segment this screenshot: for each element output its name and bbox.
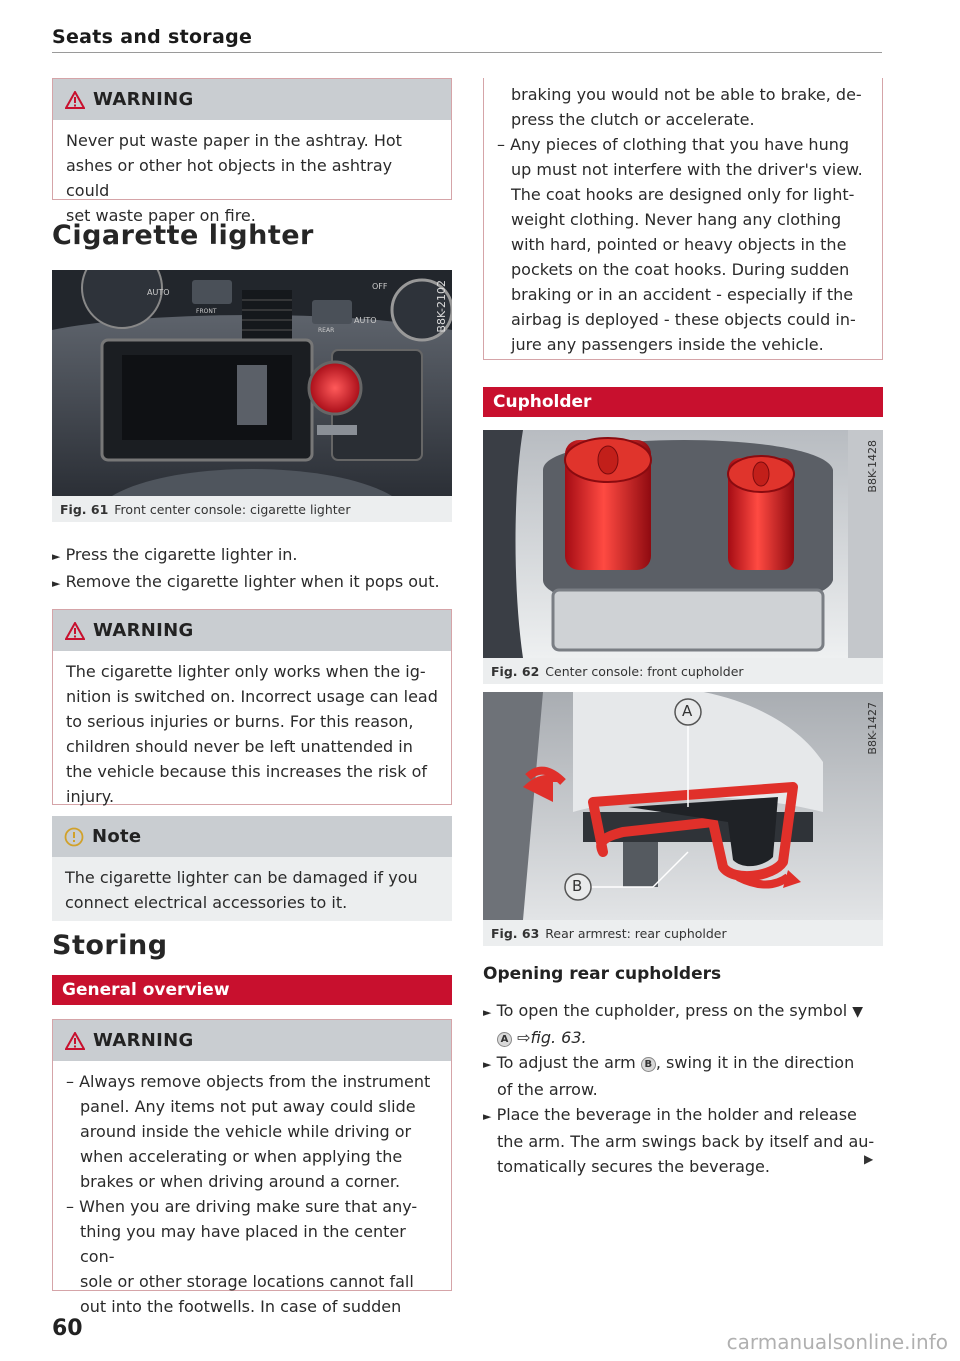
text-line: connect electrical accessories to it. (65, 893, 348, 912)
text-line: out into the footwells. In case of sudden (80, 1297, 402, 1316)
figure-63-caption (483, 920, 883, 946)
section-header: Seats and storage (52, 26, 253, 48)
cupholder-steps (483, 998, 883, 1179)
text-line: nition is switched on. Incorrect usage can lead (66, 687, 438, 706)
text-line: press the clutch or accelerate. (511, 110, 755, 129)
text-line: set waste paper on fire. (66, 206, 256, 225)
warning-body (53, 120, 451, 234)
figure-61-caption (52, 496, 452, 522)
figure-caption-text: Center console: front cupholder (545, 663, 744, 679)
warning-body (53, 651, 451, 815)
callout-b-icon: B (641, 1057, 656, 1072)
text-line: – When you are driving make sure that any- (66, 1197, 418, 1216)
storing-heading: Storing (52, 930, 168, 961)
text-line: when accelerating or when applying the (80, 1147, 403, 1166)
text-line: sole or other storage locations cannot fall (80, 1272, 414, 1291)
step-item: ► Place the beverage in the holder and release (483, 1105, 857, 1124)
text-line: pockets on the coat hooks. During sudden (511, 260, 850, 279)
figure-62-image (483, 430, 883, 658)
text-line: jure any passengers inside the vehicle. (511, 335, 824, 354)
text-line: Never put waste paper in the ashtray. Hot (66, 131, 402, 150)
step-item: ► To adjust the arm B , swing it in the direction (483, 1053, 855, 1072)
text-line: to serious injuries or burns. For this reason, (66, 712, 414, 731)
figure-label: Fig. 63 (491, 925, 540, 941)
text-line: around inside the vehicle while driving or (80, 1122, 412, 1141)
warning-box-ashtray (52, 78, 452, 225)
figure-62-caption (483, 658, 883, 684)
text-line: weight clothing. Never hang any clothing (511, 210, 842, 229)
panel-label-auto-right: AUTO (354, 316, 377, 325)
warning-box-continued (483, 78, 883, 360)
warning-triangle-icon (65, 91, 85, 109)
step-item-cont: the arm. The arm swings back by itself and au- (497, 1132, 875, 1151)
text-line: with hard, pointed or heavy objects in the (511, 235, 847, 254)
cigarette-steps (52, 542, 452, 596)
step-item-cont: tomatically secures the beverage. (497, 1157, 770, 1176)
warning-title: WARNING (93, 1030, 194, 1051)
text-line: panel. Any items not put away could slide (80, 1097, 416, 1116)
warning-header (53, 610, 451, 651)
warning-list-item (66, 1194, 439, 1319)
figure-label: Fig. 61 (60, 501, 109, 517)
figure-code: B8K-1427 (866, 702, 879, 755)
text-line: children should never be left unattended in (66, 737, 413, 756)
header-rule (52, 52, 882, 53)
callout-b: B (572, 877, 583, 895)
step-item: ► To open the cupholder, press on the symbol ▼ (483, 1001, 864, 1020)
warning-header (53, 1020, 451, 1061)
cup-symbol-icon: ▼ (852, 1004, 864, 1020)
continue-arrow-icon: ▶ (864, 1152, 874, 1166)
opening-rear-cupholders-heading: Opening rear cupholders (483, 964, 722, 984)
text-line: brakes or when driving around a corner. (80, 1172, 401, 1191)
note-body (52, 857, 452, 921)
front-cupholder-illustration (483, 430, 883, 658)
figure-reference-link[interactable]: fig. 63. (530, 1028, 587, 1047)
rear-cupholder-illustration (483, 692, 883, 920)
step-item-cont (483, 1025, 883, 1050)
warning-header (53, 79, 451, 120)
figure-61-image (52, 270, 452, 496)
step-item-cont: of the arrow. (497, 1080, 598, 1099)
figure-caption-text: Rear armrest: rear cupholder (545, 925, 727, 941)
watermark: carmanualsonline.info (726, 1330, 948, 1354)
warning-body (53, 1061, 451, 1325)
note-box (52, 816, 452, 912)
warning-title: WARNING (93, 89, 194, 110)
text-line: injury. (66, 787, 115, 806)
text-line: up must not interfere with the driver's view. (511, 160, 863, 179)
general-overview-bar: General overview (52, 975, 452, 1005)
text-line: – Any pieces of clothing that you have hung (497, 135, 850, 154)
figure-label: Fig. 62 (491, 663, 540, 679)
panel-label-front: FRONT (196, 308, 217, 315)
text-line: ashes or other hot objects in the ashtray could (66, 156, 393, 200)
text-line: The coat hooks are designed only for light- (511, 185, 855, 204)
warning-list-item (66, 1069, 439, 1194)
warning-box-storing (52, 1019, 452, 1316)
text-line: airbag is deployed - these objects could in- (511, 310, 856, 329)
panel-label-auto-left: AUTO (147, 288, 170, 297)
cupholder-bar: Cupholder (483, 387, 883, 417)
page-number: 60 (52, 1316, 83, 1341)
note-header (52, 816, 452, 857)
figure-code: B8K-1428 (866, 440, 879, 493)
callout-a-icon: A (497, 1032, 512, 1047)
text-line: The cigarette lighter can be damaged if you (65, 868, 418, 887)
warning-title: WARNING (93, 620, 194, 641)
text-line: The cigarette lighter only works when the ig- (66, 662, 426, 681)
arrow-ref-icon: ⇨ (517, 1028, 531, 1047)
cigarette-lighter-heading: Cigarette lighter (52, 220, 314, 251)
text-line: braking you would not be able to brake, de- (511, 85, 862, 104)
note-info-icon (64, 827, 84, 847)
text-line: – Always remove objects from the instrument (66, 1072, 431, 1091)
warning-triangle-icon (65, 622, 85, 640)
text-line: thing you may have placed in the center con- (80, 1222, 406, 1266)
figure-code: B8K-2102 (435, 280, 448, 333)
note-title: Note (92, 826, 142, 847)
center-console-illustration (52, 270, 452, 496)
step-item: ► Remove the cigarette lighter when it pops out. (52, 572, 440, 591)
text-line: braking or in an accident - especially if the (511, 285, 854, 304)
figure-63-image (483, 692, 883, 920)
step-item: ► Press the cigarette lighter in. (52, 545, 298, 564)
text-line: the vehicle because this increases the risk of (66, 762, 428, 781)
warning-body (484, 78, 882, 363)
figure-caption-text: Front center console: cigarette lighter (114, 501, 351, 517)
callout-a: A (682, 702, 693, 720)
warning-triangle-icon (65, 1032, 85, 1050)
panel-label-rear: REAR (318, 327, 335, 334)
panel-label-off: OFF (372, 282, 388, 291)
warning-box-cigarette (52, 609, 452, 805)
